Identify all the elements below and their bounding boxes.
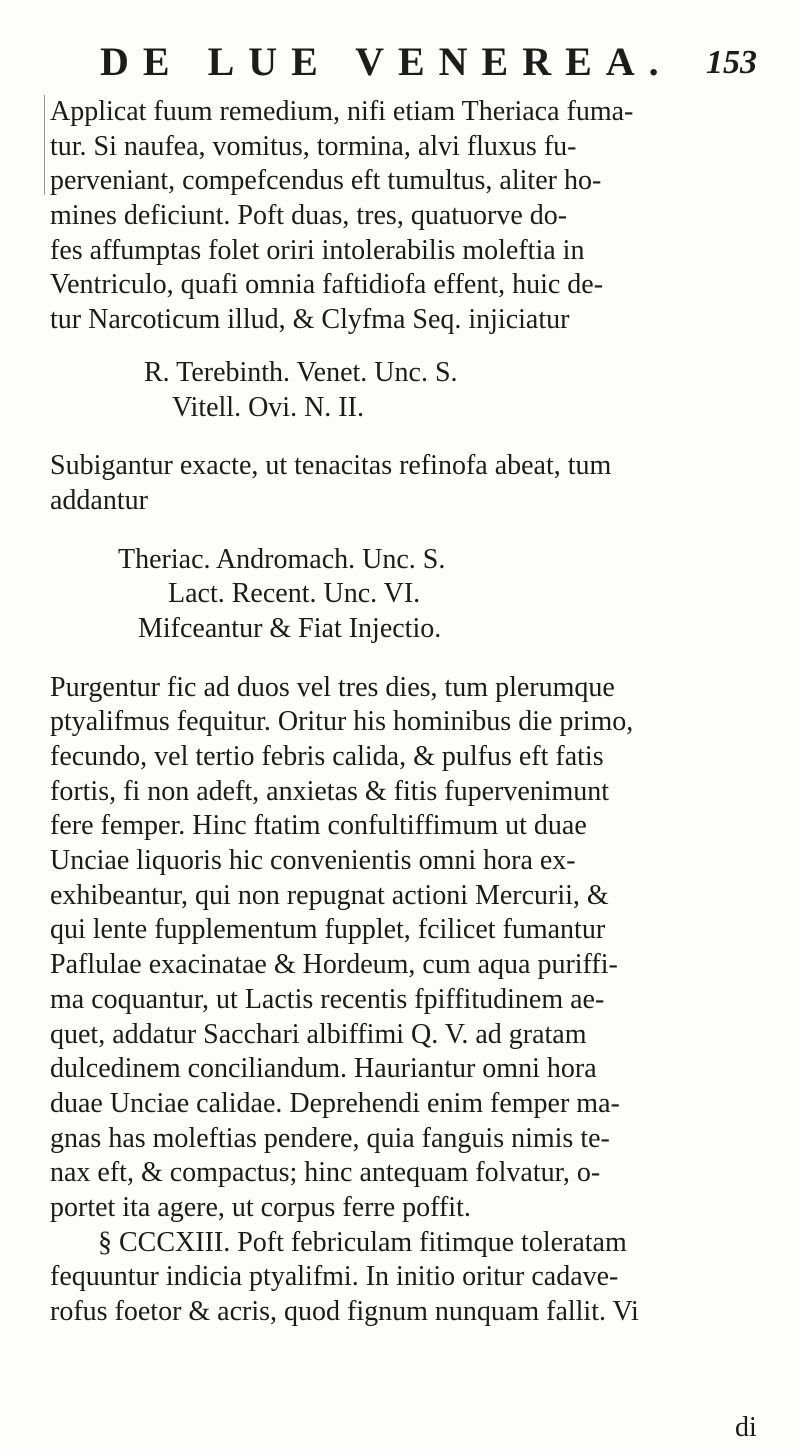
text-line: tur. Si naufea, vomitus, tormina, alvi fluxus fu- [50, 130, 577, 162]
text-line: duae Unciae calidae. Deprehendi enim femper ma- [50, 1087, 620, 1119]
page-header [0, 38, 800, 88]
margin-rule [44, 95, 45, 195]
text-line: nax eft, & compactus; hinc antequam folvatur, o- [50, 1157, 601, 1189]
text-line: fecundo, vel tertio febris calida, & pulfus eft fatis [50, 741, 604, 772]
text-line: tur Narcoticum illud, & Clyfma Seq. injiciatur [50, 304, 570, 336]
text-line: Purgentur fic ad duos vel tres dies, tum plerumque [50, 671, 615, 703]
recipe-line: R. Terebinth. Venet. Unc. S. [144, 356, 458, 388]
text-line: fes affumptas folet oriri intolerabilis moleftia in [50, 234, 585, 266]
page-number: 153 [706, 44, 757, 81]
text-line: rofus foetor & acris, quod fignum nunquam fallit. Vi [50, 1296, 639, 1327]
text-line: mines deficiunt. Poft duas, tres, quatuorve do- [50, 200, 568, 232]
recipe-line: Theriac. Andromach. Unc. S. [118, 543, 446, 575]
running-head: DE LUE VENEREA. [100, 39, 673, 84]
recipe-line: Mifceantur & Fiat Injectio. [138, 612, 442, 644]
text-line: Subigantur exacte, ut tenacitas refinofa abeat, tum [50, 450, 612, 482]
recipe-line: Lact. Recent. Unc. VI. [168, 578, 421, 610]
section-heading-line: § CCCXIII. Poft febriculam fitimque toleratam [98, 1226, 627, 1258]
text-line: portet ita agere, ut corpus ferre poffit. [50, 1191, 471, 1223]
text-line: Ventriculo, quafi omnia faftidiofa effent, huic de- [50, 269, 604, 301]
text-line: Paflulae exacinatae & Hordeum, cum aqua puriffi- [50, 949, 618, 981]
text-line: fequuntur indicia ptyalifmi. In initio oritur cadave- [50, 1261, 619, 1293]
text-line: fere femper. Hinc ftatim confultiffimum ut duae [50, 810, 587, 842]
recipe-line: Vitell. Ovi. N. II. [172, 391, 364, 423]
catchword: di [735, 1412, 757, 1443]
text-line: quet, addatur Sacchari albiffimi Q. V. ad gratam [50, 1018, 587, 1050]
text-line: Unciae liquoris hic convenientis omni hora ex- [50, 845, 576, 877]
text-line: qui lente fupplementum fupplet, fcilicet fumantur [50, 914, 606, 946]
text-line: gnas has moleftias pendere, quia fanguis nimis te- [50, 1122, 610, 1154]
text-line: Applicat fuum remedium, nifi etiam Theriaca fuma- [50, 96, 634, 127]
text-line: fortis, fi non adeft, anxietas & fitis fupervenimunt [50, 775, 610, 807]
text-line: perveniant, compefcendus eft tumultus, aliter ho- [50, 165, 602, 197]
text-line: ptyalifmus fequitur. Oritur his hominibus die primo, [50, 706, 634, 738]
text-line: addantur [50, 484, 148, 516]
body-text [50, 95, 770, 1330]
text-line: ma coquantur, ut Lactis recentis fpiffitudinem ae- [50, 983, 605, 1015]
text-line: dulcedinem conciliandum. Hauriantur omni hora [50, 1053, 597, 1085]
text-line: exhibeantur, qui non repugnat actioni Mercurii, & [50, 879, 609, 911]
